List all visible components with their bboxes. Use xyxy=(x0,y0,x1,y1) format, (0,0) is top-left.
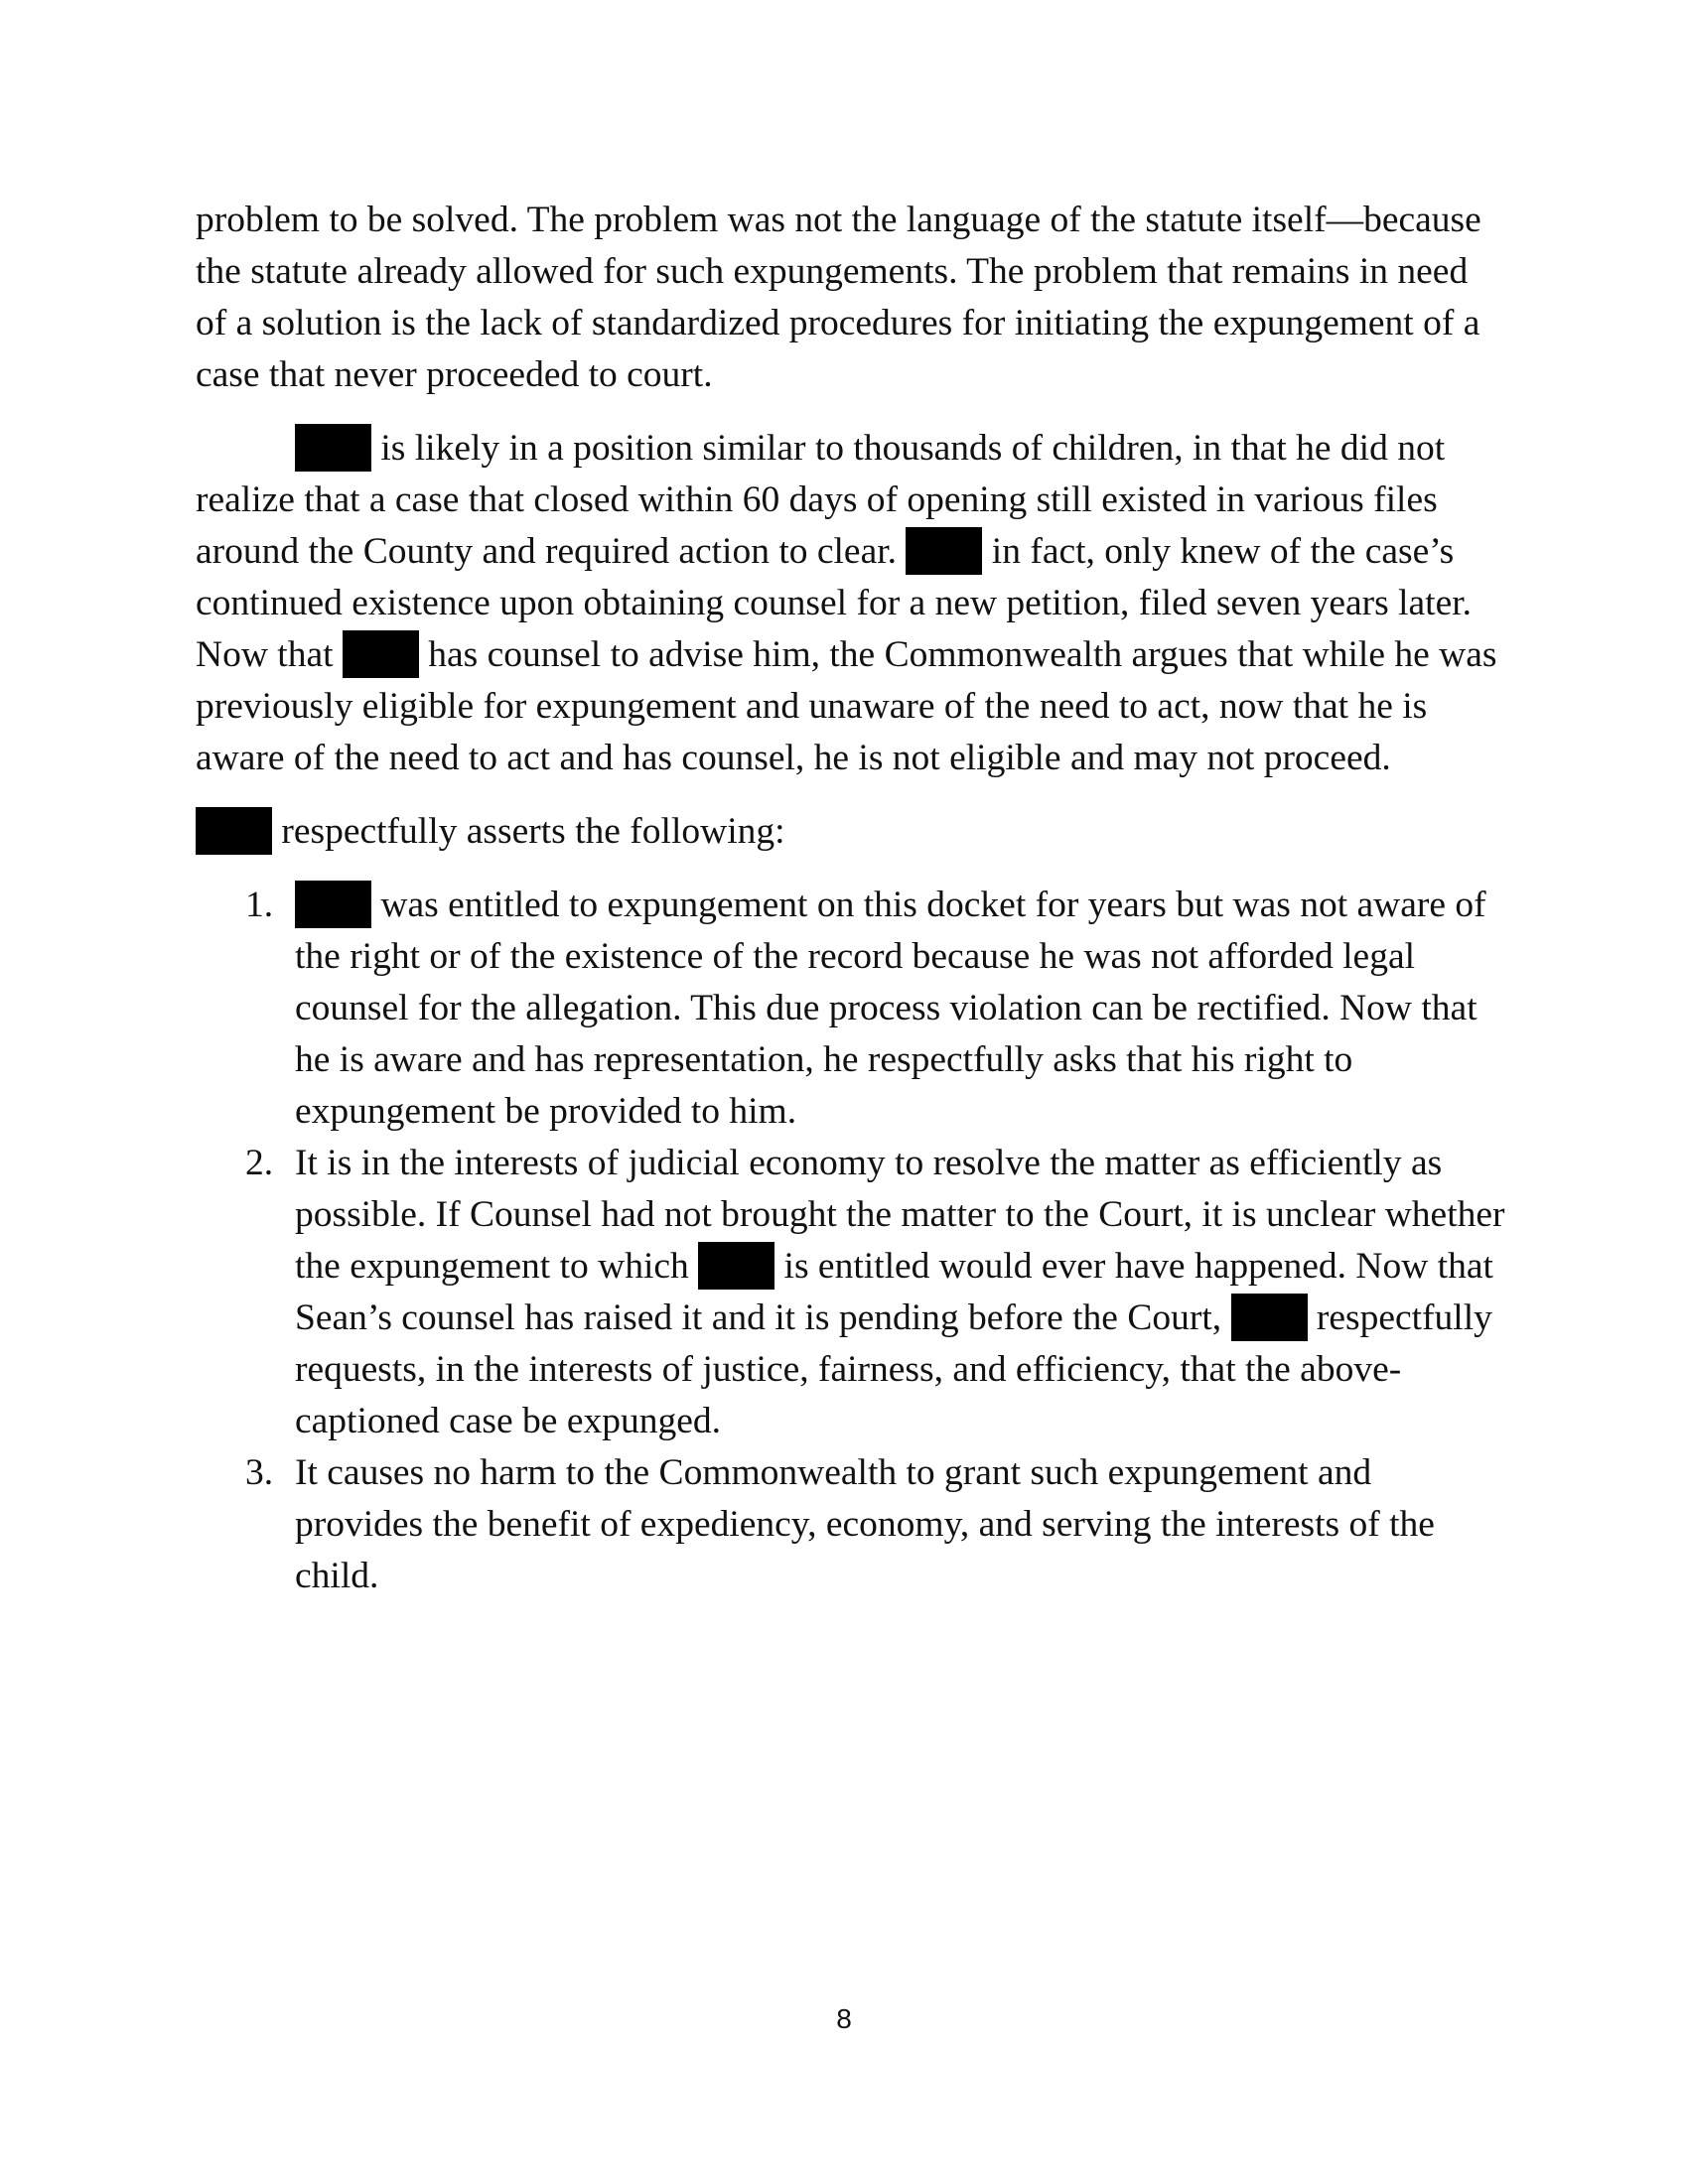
paragraph-2-text-c: has counsel to advise him, the Commonwealth argues that while he was previously eligible for expungement and unaware of the need to act, now that he is aware of the need to act and has counsel, he is not eligible and may not proceed. xyxy=(196,634,1497,778)
list-number: 1. xyxy=(245,885,274,925)
paragraph-2-text-a: is likely in a position similar to thousands of children, in that he did not realize that a case that closed within 60 days of opening still existed in various files around the County and required action to clear. xyxy=(196,428,1446,572)
paragraph-2 xyxy=(196,423,1506,784)
redaction-box xyxy=(196,807,272,855)
redaction-box xyxy=(1231,1294,1308,1341)
body-text xyxy=(196,195,1506,1602)
paragraph-3 xyxy=(196,806,1506,858)
redaction-box xyxy=(906,527,982,575)
redaction-box xyxy=(698,1242,774,1290)
redaction-box xyxy=(343,630,419,678)
paragraph-1: problem to be solved. The problem was not the language of the statute itself—because the statute already allowed for such expungements. The problem that remains in need of a solution is the lack of standardized procedures for initiating the expungement of a case that never proceeded to court. xyxy=(196,200,1481,395)
redaction-box xyxy=(295,424,371,472)
list-item-text-a: It is in the interests of judicial economy to resolve the matter as efficiently as possible. If Counsel had not brought the matter to the Court, it is unclear whether the expungement to which xyxy=(295,1143,1505,1287)
list-item xyxy=(196,880,1506,1138)
list-item xyxy=(196,1447,1506,1602)
page-number: 8 xyxy=(836,2003,852,2034)
list-item-text: It causes no harm to the Commonwealth to grant such expungement and provides the benefit of expediency, economy, and serving the interests of the child. xyxy=(295,1452,1435,1596)
redaction-box xyxy=(295,881,371,928)
paragraph-2-text-b: in fact, only knew of the case’s continued existence upon obtaining counsel for a new petition, filed seven years later. Now that xyxy=(196,531,1473,675)
list-item-text-b: is entitled would ever have happened. Now that Sean’s counsel has raised it and it is pending before the Court, xyxy=(295,1246,1493,1338)
paragraph-3-text: respectfully asserts the following: xyxy=(272,811,785,852)
list-number: 2. xyxy=(245,1143,274,1183)
list-item-text-c: respectfully requests, in the interests of justice, fairness, and efficiency, that the above-captioned case be expunged. xyxy=(295,1297,1492,1441)
list-number: 3. xyxy=(245,1452,274,1493)
list-item xyxy=(196,1138,1506,1447)
assertion-list xyxy=(196,880,1506,1602)
list-item-text: was entitled to expungement on this docket for years but was not aware of the right or of the existence of the record because he was not afforded legal counsel for the allegation. This due process violation can be rectified. Now that he is aware and has representation, he respectfully asks that his right to expungement be provided to him. xyxy=(295,885,1486,1132)
